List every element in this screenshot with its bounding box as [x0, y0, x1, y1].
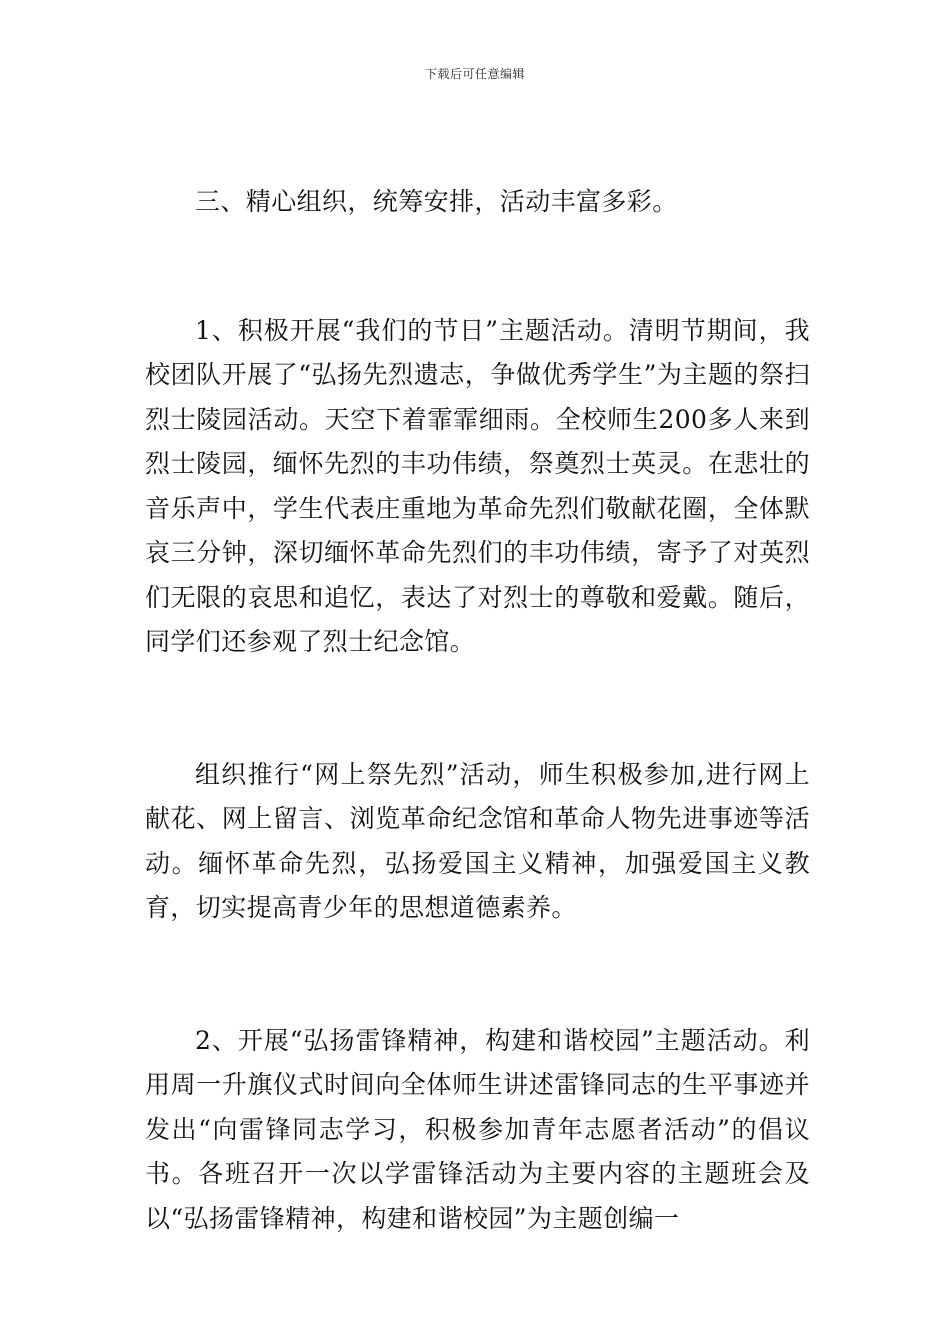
section-heading: 三、精心组织，统筹安排，活动丰富多彩。	[195, 187, 678, 216]
header-note: 下载后可任意编辑	[424, 67, 525, 81]
paragraph-online-memorial: 组织推行“网上祭先烈”活动，师生积极参加,进行网上献花、网上留言、浏览革命纪念馆和革命人物先进事迹等活动。缅怀革命先烈，弘扬爱国主义精神，加强爱国主义教育，切实提高青少年的思想道德素养。	[145, 759, 810, 922]
paragraph-leifeng-activity: 2、开展“弘扬雷锋精神，构建和谐校园”主题活动。利用周一升旗仪式时间向全体师生讲述雷锋同志的生平事迹并发出“向雷锋同志学习，积极参加青年志愿者活动”的倡议书。各班召开一次以学雷锋活动为主要内容的主题班会及以“弘扬雷锋精神，构建和谐校园”为主题创编一	[145, 1025, 810, 1233]
paragraph-qingming-activity: 1、积极开展“我们的节日”主题活动。清明节期间，我校团队开展了“弘扬先烈遗志，争做优秀学生”为主题的祭扫烈士陵园活动。天空下着霏霏细雨。全校师生200多人来到烈士陵园，缅怀先烈的丰功伟绩，祭奠烈士英灵。在悲壮的音乐声中，学生代表庄重地为革命先烈们敬献花圈，全体默哀三分钟，深切缅怀革命先烈们的丰功伟绩，寄予了对英烈们无限的哀思和追忆，表达了对烈士的尊敬和爱戴。随后，同学们还参观了烈士纪念馆。	[145, 315, 810, 656]
document-body	[145, 180, 810, 1241]
